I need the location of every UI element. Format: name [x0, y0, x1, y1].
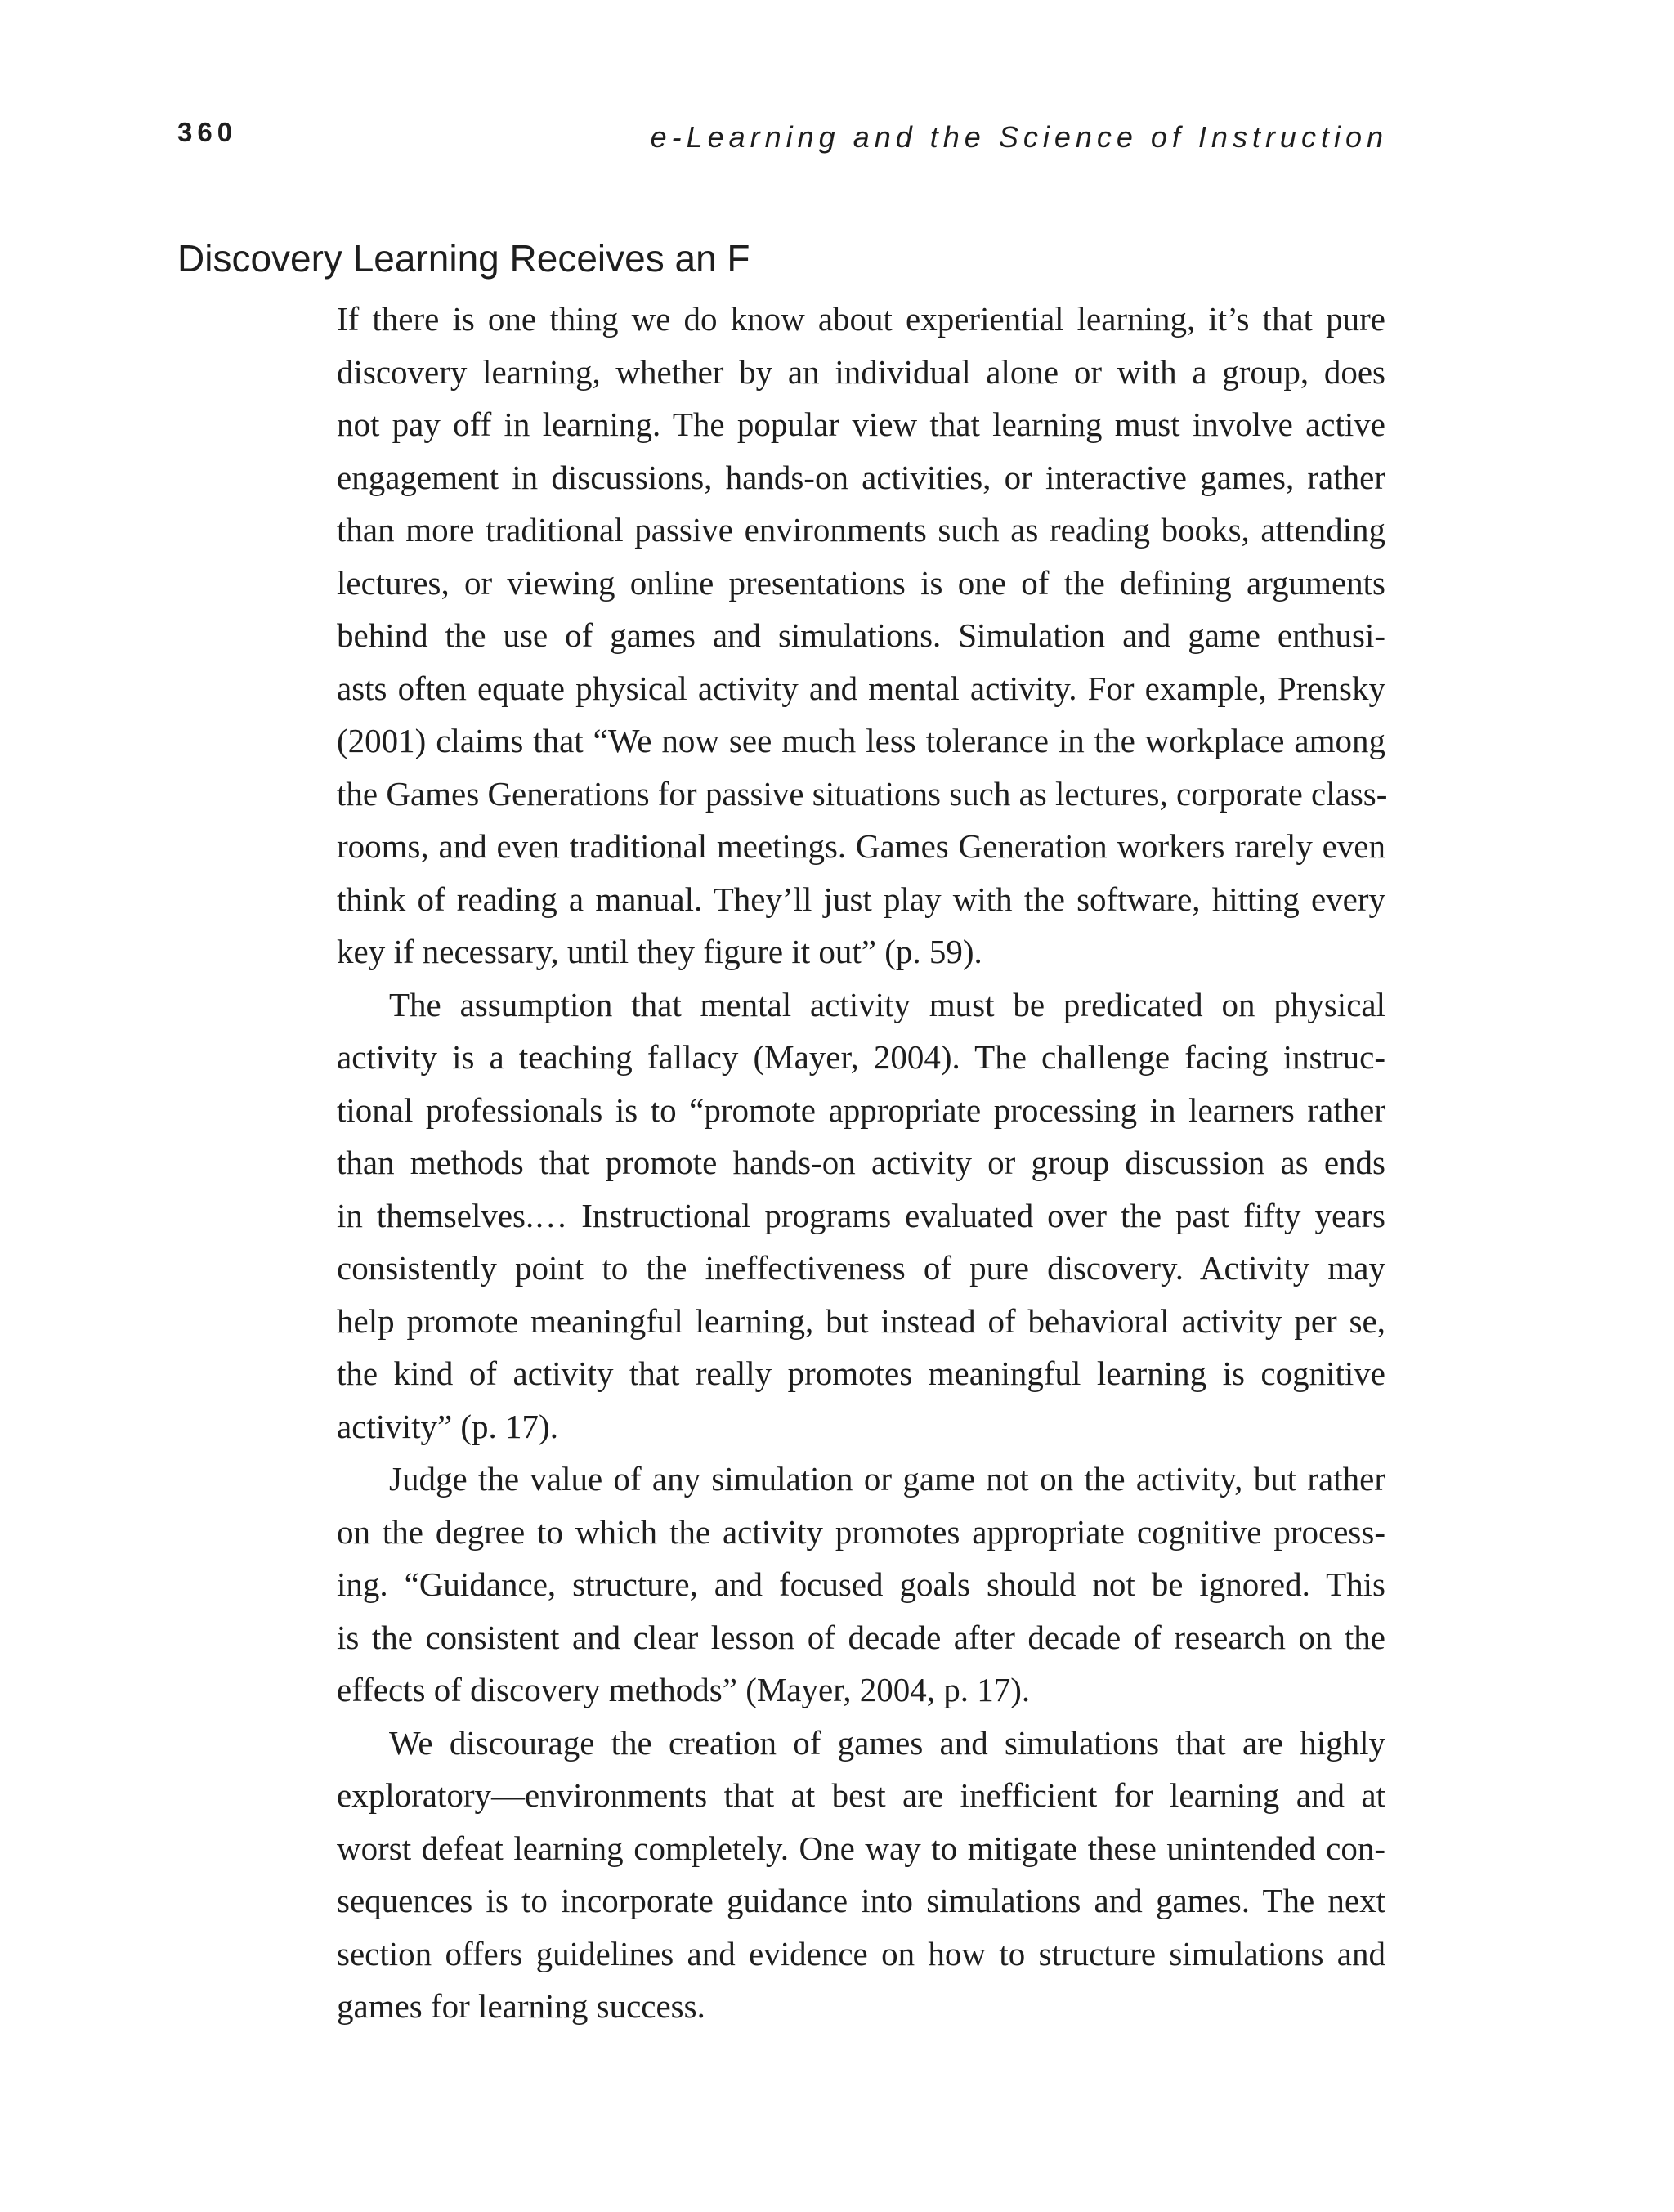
text-line: sequences is to incorporate guidance into simulations and games. The next [337, 1882, 1385, 1919]
section-heading: Discovery Learning Receives an F [177, 237, 750, 280]
text-line: help promote meaningful learning, but instead of behavioral activity per se, [337, 1301, 1385, 1340]
text-line: think of reading a manual. They’ll just play with the software, hitting every [337, 880, 1385, 918]
text-line: worst defeat learning completely. One way to mitigate these unintended con- [337, 1829, 1385, 1867]
text-line: key if necessary, until they figure it out” (p. 59). [337, 933, 982, 970]
text-line: is the consistent and clear lesson of decade after decade of research on the [337, 1618, 1385, 1656]
text-line: We discourage the creation of games and simulations that are highly [389, 1723, 1385, 1762]
running-head: e-Learning and the Science of Instruction [650, 120, 1388, 154]
paragraph-2 [337, 978, 1385, 1453]
page-number: 360 [177, 117, 238, 147]
body-text [337, 293, 1388, 2033]
text-line: the Games Generations for passive situations such as lectures, corporate class- [337, 774, 1388, 813]
text-line: activity” (p. 17). [337, 1407, 558, 1445]
paragraph-4 [337, 1717, 1385, 2033]
text-line: than more traditional passive environments such as reading books, attending [337, 511, 1385, 549]
text-line: activity is a teaching fallacy (Mayer, 2004). The challenge facing instruc- [337, 1038, 1385, 1076]
text-line: behind the use of games and simulations. Simulation and game enthusi- [337, 616, 1385, 654]
text-line: engagement in discussions, hands-on activities, or interactive games, rather [337, 458, 1385, 496]
text-line: in themselves.… Instructional programs evaluated over the past fifty years [337, 1196, 1385, 1234]
text-line: asts often equate physical activity and mental activity. For example, Prensky [337, 669, 1385, 707]
paragraph-3 [337, 1453, 1385, 1717]
text-line: than methods that promote hands-on activity or group discussion as ends [337, 1144, 1385, 1181]
paragraph-1 [337, 293, 1388, 978]
text-line: (2001) claims that “We now see much less tolerance in the workplace among [337, 722, 1385, 759]
text-line: rooms, and even traditional meetings. Games Generation workers rarely even [337, 827, 1385, 865]
text-line: discovery learning, whether by an individual alone or with a group, does [337, 352, 1385, 391]
text-line: the kind of activity that really promotes meaningful learning is cognitive [337, 1355, 1385, 1392]
text-line: not pay off in learning. The popular view that learning must involve active [337, 405, 1385, 443]
text-line: on the degree to which the activity promotes appropriate cognitive process- [337, 1512, 1385, 1551]
text-line: Judge the value of any simulation or game not on the activity, but rather [389, 1460, 1385, 1498]
text-line: If there is one thing we do know about experiential learning, it’s that pure [337, 300, 1385, 338]
text-line: The assumption that mental activity must be predicated on physical [389, 985, 1385, 1023]
text-line: ing. “Guidance, structure, and focused goals should not be ignored. This [337, 1565, 1385, 1603]
text-line: exploratory—environments that at best are inefficient for learning and at [337, 1776, 1385, 1814]
text-line: games for learning success. [337, 1987, 705, 2025]
text-line: effects of discovery methods” (Mayer, 2004, p. 17). [337, 1671, 1031, 1708]
text-line: section offers guidelines and evidence on how to structure simulations and [337, 1934, 1385, 1972]
text-line: consistently point to the ineffectiveness of pure discovery. Activity may [337, 1249, 1385, 1287]
text-line: lectures, or viewing online presentations is one of the defining arguments [337, 563, 1385, 602]
text-line: tional professionals is to “promote appropriate processing in learners rather [337, 1090, 1385, 1129]
